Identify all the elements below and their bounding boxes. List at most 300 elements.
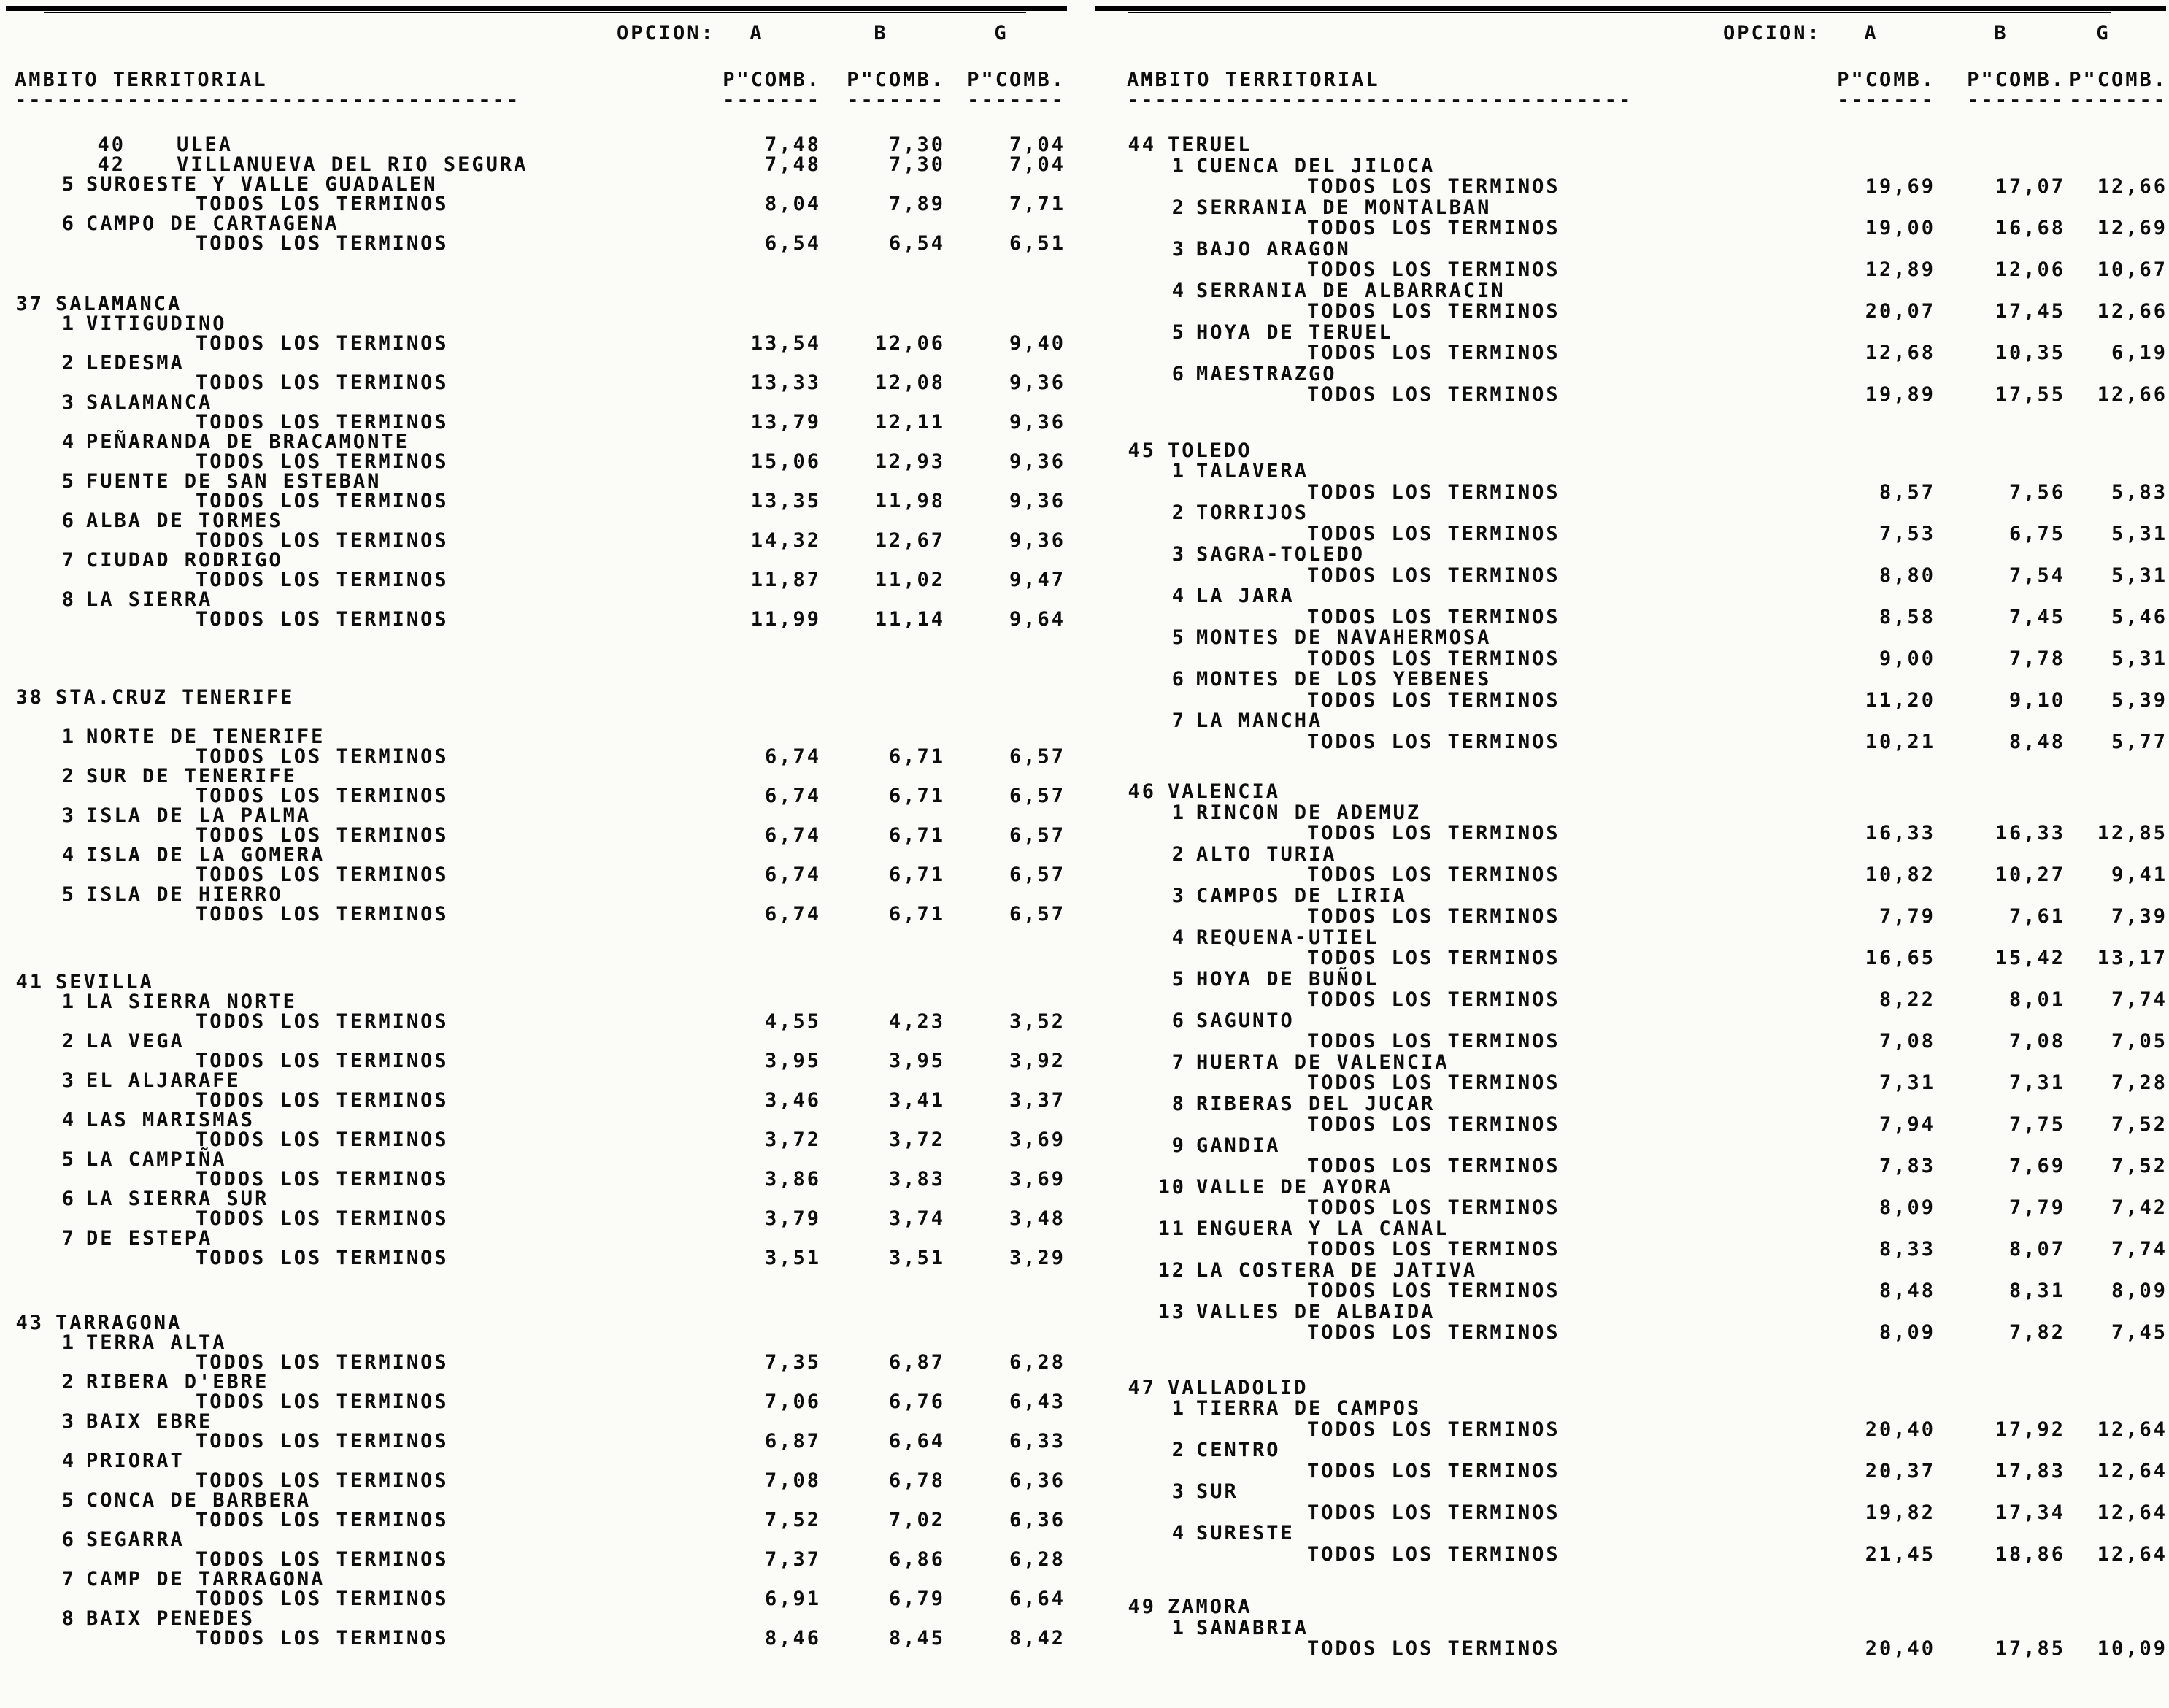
todos-row [1084, 1461, 2169, 1482]
comarca-row [1084, 711, 2169, 732]
value-opcion-b: 7,61 [2008, 905, 2065, 928]
value-opcion-g: 3,69 [1009, 1128, 1066, 1151]
value-opcion-a: 14,32 [750, 529, 821, 552]
row-label: DE ESTEPA [86, 1227, 213, 1250]
value-opcion-a: 8,80 [1879, 563, 1935, 587]
comarca-row [1084, 1219, 2169, 1240]
row-label: TODOS LOS TERMINOS [196, 824, 449, 847]
comarca-row [0, 590, 1084, 609]
row-label: TODOS LOS TERMINOS [1307, 647, 1560, 670]
row-number: 1 [1171, 460, 1186, 482]
value-opcion-g: 7,42 [2111, 1196, 2168, 1219]
value-opcion-b: 6,54 [888, 232, 945, 255]
row-number: 3 [1171, 237, 1186, 261]
comarca-row [0, 885, 1084, 904]
municipality-row [0, 155, 1084, 174]
row-label: TODOS LOS TERMINOS [196, 1089, 449, 1112]
row-label: MAESTRAZGO [1196, 362, 1337, 385]
comarca-row [0, 1333, 1084, 1353]
value-opcion-b: 3,41 [888, 1089, 945, 1112]
row-label: TODOS LOS TERMINOS [196, 1469, 449, 1492]
comarca-row [1084, 503, 2169, 524]
row-number: 4 [1171, 279, 1186, 302]
value-opcion-g: 6,51 [1009, 232, 1066, 255]
page-right [1084, 0, 2169, 1708]
row-label: BAIX PENEDES [86, 1607, 255, 1630]
row-label: STA.CRUZ TENERIFE [55, 686, 295, 709]
top-rule-shadow [44, 12, 1026, 13]
value-opcion-a: 6,74 [764, 785, 821, 807]
row-label: TODOS LOS TERMINOS [1307, 605, 1560, 628]
value-opcion-a: 8,46 [764, 1627, 821, 1650]
comarca-row [0, 1412, 1084, 1431]
value-opcion-a: 11,87 [750, 569, 821, 591]
value-opcion-b: 12,06 [1995, 258, 2065, 281]
value-opcion-b: 12,11 [874, 411, 945, 434]
todos-row [0, 1169, 1084, 1189]
value-opcion-g: 9,41 [2111, 863, 2168, 886]
row-number: 5 [1171, 967, 1186, 990]
row-label: TODOS LOS TERMINOS [1307, 217, 1560, 239]
row-label: SERRANIA DE MONTALBAN [1196, 196, 1492, 219]
todos-row [0, 865, 1084, 885]
value-opcion-g: 12,64 [2097, 1542, 2168, 1566]
comarca-row [1084, 320, 2169, 344]
value-header-b: P"COMB. [1967, 69, 2065, 91]
row-label: TODOS LOS TERMINOS [196, 1390, 449, 1413]
row-label: TODOS LOS TERMINOS [196, 569, 449, 591]
row-label: TODOS LOS TERMINOS [1307, 1501, 1560, 1524]
row-label: CAMP DE TARRAGONA [86, 1568, 325, 1590]
todos-row [1084, 524, 2169, 545]
row-number: 2 [61, 1030, 76, 1053]
row-label: SALAMANCA [86, 391, 213, 414]
comarca-row [1084, 886, 2169, 907]
todos-row [1084, 482, 2169, 504]
comarca-row [0, 511, 1084, 531]
value-opcion-b: 3,95 [888, 1050, 945, 1072]
value-opcion-a: 8,04 [764, 193, 821, 215]
todos-row [0, 1209, 1084, 1228]
row-number: 3 [61, 1410, 76, 1433]
value-opcion-b: 8,48 [2008, 730, 2065, 753]
comarca-row [0, 1609, 1084, 1628]
value-opcion-b: 7,54 [2008, 563, 2065, 587]
value-opcion-a: 20,37 [1865, 1459, 1935, 1482]
row-number: 4 [61, 1109, 76, 1131]
row-number: 6 [61, 212, 76, 235]
value-opcion-g: 7,04 [1009, 153, 1066, 176]
todos-row [1084, 260, 2169, 281]
row-label: VALLADOLID [1168, 1376, 1309, 1399]
row-label: HOYA DE BUÑOL [1196, 967, 1379, 990]
value-opcion-g: 6,57 [1009, 785, 1066, 807]
todos-row [0, 1589, 1084, 1609]
todos-row [0, 826, 1084, 845]
row-label: TODOS LOS TERMINOS [196, 232, 449, 255]
todos-row [0, 1510, 1084, 1530]
value-opcion-a: 15,06 [750, 450, 821, 473]
value-opcion-g: 9,64 [1009, 608, 1066, 631]
row-number: 45 [1128, 439, 1156, 462]
row-number: 5 [61, 173, 76, 196]
row-label: TODOS LOS TERMINOS [1307, 988, 1560, 1011]
row-label: ISLA DE LA PALMA [86, 804, 312, 827]
comarca-row [1084, 586, 2169, 607]
value-opcion-g: 3,29 [1009, 1247, 1066, 1269]
todos-row [0, 531, 1084, 550]
todos-row [1084, 1115, 2169, 1136]
row-label: CONCA DE BARBERA [86, 1489, 312, 1512]
value-opcion-a: 7,08 [764, 1469, 821, 1492]
value-header-a: P"COMB. [723, 69, 821, 91]
todos-row [0, 234, 1084, 253]
todos-row [1084, 907, 2169, 928]
value-opcion-a: 6,74 [764, 745, 821, 768]
todos-row [1084, 1417, 2169, 1441]
todos-row [0, 747, 1084, 766]
row-label: ALBA DE TORMES [86, 509, 283, 532]
value-opcion-g: 5,31 [2111, 563, 2168, 587]
value-opcion-b: 11,14 [874, 608, 945, 631]
value-opcion-g: 8,42 [1009, 1627, 1066, 1650]
value-opcion-a: 13,33 [750, 372, 821, 394]
row-label: TORRIJOS [1196, 501, 1309, 524]
value-opcion-g: 12,64 [2097, 1501, 2168, 1524]
value-opcion-b: 7,30 [888, 153, 945, 176]
row-label: SUR DE TENERIFE [86, 765, 297, 788]
value-opcion-a: 7,31 [1879, 1072, 1935, 1094]
option-letter-a: A [750, 22, 764, 45]
row-label: ENGUERA Y LA CANAL [1196, 1217, 1449, 1240]
row-label: TODOS LOS TERMINOS [1307, 522, 1560, 545]
row-label: TODOS LOS TERMINOS [1307, 1196, 1560, 1219]
row-label: TODOS LOS TERMINOS [1307, 947, 1560, 969]
todos-row [1084, 1239, 2169, 1261]
spacer [1084, 753, 2169, 782]
row-label: CAMPOS DE LIRIA [1196, 884, 1407, 907]
value-opcion-b: 8,01 [2008, 988, 2065, 1011]
todos-row [0, 1353, 1084, 1372]
row-label: VITIGUDINO [86, 312, 227, 335]
value-opcion-a: 7,83 [1879, 1155, 1935, 1177]
row-label: TODOS LOS TERMINOS [196, 1010, 449, 1033]
row-label: CUENCA DEL JILOCA [1196, 154, 1436, 177]
value-opcion-a: 13,79 [750, 411, 821, 434]
todos-row [0, 1051, 1084, 1071]
value-opcion-g: 12,66 [2097, 383, 2168, 406]
top-rule-shadow [1128, 12, 2111, 13]
row-number: 1 [1171, 801, 1186, 824]
value-opcion-a: 20,40 [1865, 1637, 1935, 1660]
value-opcion-g: 6,28 [1009, 1548, 1066, 1571]
value-opcion-a: 7,53 [1879, 522, 1935, 545]
row-number: 4 [61, 1450, 76, 1472]
row-label: MONTES DE NAVAHERMOSA [1196, 626, 1492, 649]
value-underline-a: ------- [1837, 89, 1935, 112]
row-number: 2 [61, 765, 76, 788]
spacer [0, 253, 1084, 294]
row-number: 3 [61, 391, 76, 414]
row-label: SERRANIA DE ALBARRACIN [1196, 279, 1506, 302]
row-number: 7 [61, 1227, 76, 1250]
row-number: 10 [1157, 1175, 1186, 1199]
comarca-row [1084, 969, 2169, 990]
spacer [0, 1268, 1084, 1313]
row-label: TODOS LOS TERMINOS [1307, 1321, 1560, 1344]
row-label: TODOS LOS TERMINOS [196, 1247, 449, 1269]
spacer [0, 629, 1084, 688]
value-opcion-b: 12,67 [874, 529, 945, 552]
comarca-row [1084, 1618, 2169, 1639]
value-opcion-a: 19,82 [1865, 1501, 1935, 1524]
row-label: PEÑARANDA DE BRACAMONTE [86, 431, 409, 453]
row-number: 6 [61, 509, 76, 532]
value-opcion-g: 6,57 [1009, 863, 1066, 886]
opcion-label: OPCION: [1723, 22, 1822, 45]
row-number: 3 [1171, 543, 1186, 566]
value-opcion-g: 8,09 [2111, 1280, 2168, 1302]
value-opcion-b: 17,92 [1995, 1417, 2065, 1441]
comarca-row [0, 845, 1084, 865]
value-opcion-b: 7,31 [2008, 1072, 2065, 1094]
province-row [1084, 441, 2169, 462]
comarca-row [0, 1490, 1084, 1510]
todos-row [1084, 385, 2169, 406]
value-opcion-g: 7,52 [2111, 1113, 2168, 1136]
row-number: 11 [1157, 1217, 1186, 1240]
comarca-row [1084, 364, 2169, 385]
todos-row [0, 1012, 1084, 1031]
row-number: 3 [1171, 1480, 1186, 1503]
comarca-row [0, 992, 1084, 1012]
value-opcion-a: 8,58 [1879, 605, 1935, 628]
row-label: FUENTE DE SAN ESTEBAN [86, 470, 382, 493]
row-label: BAIX EBRE [86, 1410, 213, 1433]
todos-row [0, 1090, 1084, 1110]
row-number: 37 [15, 293, 44, 315]
value-opcion-a: 8,48 [1879, 1280, 1935, 1302]
row-label: TODOS LOS TERMINOS [1307, 1280, 1560, 1302]
value-opcion-b: 12,93 [874, 450, 945, 473]
todos-row [1084, 1198, 2169, 1219]
value-opcion-g: 3,92 [1009, 1050, 1066, 1072]
row-label: TODOS LOS TERMINOS [1307, 1238, 1560, 1261]
value-opcion-b: 16,68 [1995, 217, 2065, 239]
todos-row [1084, 1323, 2169, 1344]
value-opcion-g: 6,28 [1009, 1351, 1066, 1374]
value-opcion-b: 10,27 [1995, 863, 2065, 886]
ambito-underline: ------------------------------------ [1127, 89, 1633, 112]
value-opcion-b: 17,83 [1995, 1459, 2065, 1482]
row-label: VALLE DE AYORA [1196, 1175, 1393, 1199]
row-number: 5 [1171, 320, 1186, 344]
value-opcion-b: 6,86 [888, 1548, 945, 1571]
row-number: 12 [1157, 1258, 1186, 1282]
table-rows [0, 120, 1084, 1648]
value-opcion-a: 19,89 [1865, 383, 1935, 406]
row-label: REQUENA-UTIEL [1196, 926, 1379, 949]
value-opcion-g: 13,17 [2097, 947, 2168, 969]
value-opcion-g: 7,45 [2111, 1321, 2168, 1344]
comarca-row [0, 1189, 1084, 1209]
row-label: EL ALJARAFE [86, 1069, 241, 1092]
row-number: 2 [61, 1371, 76, 1393]
comarca-row [0, 1071, 1084, 1090]
province-row [1084, 782, 2169, 803]
value-opcion-b: 7,30 [888, 134, 945, 156]
row-label: TODOS LOS TERMINOS [196, 1509, 449, 1531]
row-label: SAGRA-TOLEDO [1196, 543, 1365, 566]
page-header [0, 0, 1084, 120]
value-header-g: P"COMB. [967, 69, 1066, 91]
value-opcion-g: 10,67 [2097, 258, 2168, 281]
row-number: 5 [61, 1148, 76, 1171]
todos-row [0, 491, 1084, 511]
value-opcion-a: 6,91 [764, 1588, 821, 1610]
row-label: TODOS LOS TERMINOS [196, 608, 449, 631]
comarca-row [0, 1569, 1084, 1589]
row-label: TODOS LOS TERMINOS [1307, 258, 1560, 281]
row-number: 40 [97, 134, 126, 156]
todos-row [0, 1431, 1084, 1451]
value-opcion-g: 7,04 [1009, 134, 1066, 156]
row-number: 1 [61, 312, 76, 335]
row-label: VALENCIA [1168, 780, 1281, 803]
value-opcion-b: 6,64 [888, 1430, 945, 1453]
value-opcion-b: 6,71 [888, 903, 945, 926]
todos-row [0, 786, 1084, 806]
row-number: 47 [1128, 1376, 1156, 1399]
row-number: 2 [1171, 196, 1186, 219]
row-label: TODOS LOS TERMINOS [1307, 300, 1560, 323]
value-opcion-b: 8,31 [2008, 1280, 2065, 1302]
row-number: 4 [61, 431, 76, 453]
comarca-row [1084, 1523, 2169, 1544]
value-opcion-g: 6,36 [1009, 1509, 1066, 1531]
row-number: 1 [61, 1331, 76, 1354]
value-opcion-b: 7,75 [2008, 1113, 2065, 1136]
value-opcion-a: 3,95 [764, 1050, 821, 1072]
todos-row [0, 609, 1084, 629]
row-label: TODOS LOS TERMINOS [196, 529, 449, 552]
row-number: 7 [61, 1568, 76, 1590]
value-opcion-b: 17,85 [1995, 1637, 2065, 1660]
value-opcion-b: 6,78 [888, 1469, 945, 1492]
option-letter-g: G [994, 22, 1009, 45]
value-opcion-g: 5,39 [2111, 688, 2168, 712]
value-opcion-a: 16,33 [1865, 822, 1935, 845]
value-opcion-a: 6,74 [764, 903, 821, 926]
value-opcion-g: 7,05 [2111, 1030, 2168, 1053]
value-opcion-b: 3,72 [888, 1128, 945, 1151]
todos-row [0, 1550, 1084, 1569]
comarca-row [1084, 198, 2169, 219]
comarca-row [1084, 239, 2169, 261]
value-opcion-a: 7,48 [764, 153, 821, 176]
row-label: TODOS LOS TERMINOS [1307, 1417, 1560, 1441]
row-number: 1 [1171, 1616, 1186, 1639]
comarca-row [0, 214, 1084, 234]
row-number: 2 [1171, 1439, 1186, 1461]
row-number: 7 [61, 549, 76, 572]
value-opcion-b: 6,71 [888, 745, 945, 768]
row-number: 4 [61, 844, 76, 866]
row-label: TODOS LOS TERMINOS [196, 1627, 449, 1650]
value-opcion-g: 5,46 [2111, 605, 2168, 628]
value-opcion-g: 6,19 [2111, 342, 2168, 364]
province-row [0, 294, 1084, 314]
row-label: TODOS LOS TERMINOS [1307, 480, 1560, 504]
row-label: ZAMORA [1168, 1596, 1252, 1618]
comarca-row [1084, 803, 2169, 824]
row-number: 2 [61, 352, 76, 374]
row-number: 46 [1128, 780, 1156, 803]
value-opcion-g: 3,52 [1009, 1010, 1066, 1033]
comarca-row [1084, 1482, 2169, 1503]
value-opcion-a: 7,06 [764, 1390, 821, 1413]
page-left [0, 0, 1084, 1708]
row-label: NORTE DE TENERIFE [86, 726, 325, 748]
row-number: 5 [61, 1489, 76, 1512]
comarca-row [1084, 1094, 2169, 1115]
comarca-row [0, 393, 1084, 412]
value-opcion-g: 6,64 [1009, 1588, 1066, 1610]
value-opcion-a: 8,09 [1879, 1321, 1935, 1344]
comarca-row [0, 353, 1084, 373]
row-number: 8 [1171, 1092, 1186, 1115]
row-number: 7 [1171, 1050, 1186, 1074]
row-label: LA CAMPIÑA [86, 1148, 227, 1171]
value-opcion-b: 6,71 [888, 785, 945, 807]
value-opcion-a: 9,00 [1879, 647, 1935, 670]
comarca-row [0, 1150, 1084, 1169]
value-opcion-a: 6,87 [764, 1430, 821, 1453]
value-underline-g: ------- [967, 89, 1066, 112]
value-opcion-a: 20,40 [1865, 1417, 1935, 1441]
spacer [0, 924, 1084, 972]
value-opcion-a: 7,08 [1879, 1030, 1935, 1053]
value-opcion-b: 7,56 [2008, 480, 2065, 504]
value-opcion-a: 11,20 [1865, 688, 1935, 712]
row-label: TODOS LOS TERMINOS [1307, 822, 1560, 845]
value-opcion-a: 13,54 [750, 332, 821, 355]
row-label: TODOS LOS TERMINOS [196, 1168, 449, 1190]
todos-row [1084, 865, 2169, 886]
province-row [1084, 135, 2169, 156]
comarca-row [1084, 1050, 2169, 1074]
row-number: 4 [1171, 1522, 1186, 1544]
comarca-row [1084, 156, 2169, 177]
todos-row [0, 1248, 1084, 1268]
todos-row [1084, 649, 2169, 670]
row-number: 3 [1171, 884, 1186, 907]
comarca-row [1084, 928, 2169, 949]
row-label: SURESTE [1196, 1522, 1295, 1544]
row-number: 38 [15, 686, 44, 709]
row-label: CAMPO DE CARTAGENA [86, 212, 339, 235]
row-label: TODOS LOS TERMINOS [1307, 688, 1560, 712]
value-opcion-b: 7,45 [2008, 605, 2065, 628]
value-opcion-a: 7,52 [764, 1509, 821, 1531]
value-opcion-b: 17,45 [1995, 300, 2065, 323]
value-opcion-g: 9,36 [1009, 490, 1066, 512]
row-label: MONTES DE LOS YEBENES [1196, 668, 1492, 690]
row-label: BAJO ARAGON [1196, 237, 1351, 261]
row-number: 6 [61, 1528, 76, 1551]
comarca-row [1084, 1136, 2169, 1157]
comarca-row [1084, 1258, 2169, 1282]
